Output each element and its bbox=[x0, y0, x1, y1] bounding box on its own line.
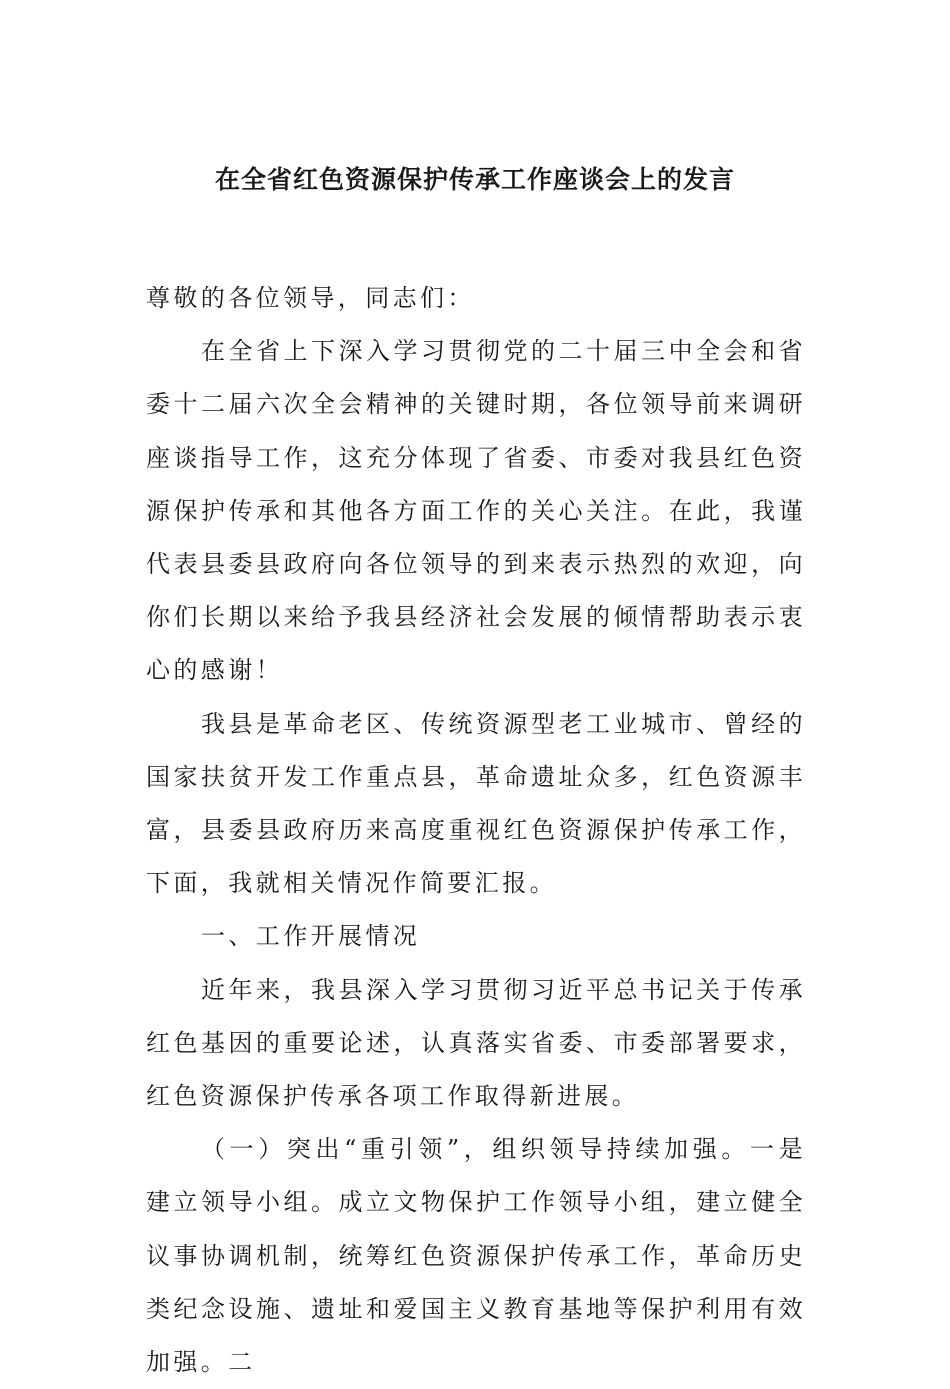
paragraph-county-overview: 我县是革命老区、传统资源型老工业城市、曾经的国家扶贫开发工作重点县，革命遗址众多，红色资源丰富，县委县政府历来高度重视红色资源保护传承工作，下面，我就相关情况作简要汇报。 bbox=[146, 709, 806, 898]
section-intro: 近年来，我县深入学习贯彻习近平总书记关于传承红色基因的重要论述，认真落实省委、市委部署要求，红色资源保护传承各项工作取得新进展。 bbox=[146, 975, 806, 1111]
document-body bbox=[146, 272, 806, 1389]
document-title: 在全省红色资源保护传承工作座谈会上的发言 bbox=[214, 165, 735, 194]
paragraph-opening: 在全省上下深入学习贯彻党的二十届三中全会和省委十二届六次全会精神的关键时期，各位领导前来调研座谈指导工作，这充分体现了省委、市委对我县红色资源保护传承和其他各方面工作的关心关注。在此，我谨代表县委县政府向各位领导的到来表示热烈的欢迎，向你们长期以来给予我县经济社会发展的倾情帮助表示衷心的感谢！ bbox=[146, 337, 806, 685]
subsection-paragraph: （一）突出“重引领”，组织领导持续加强。一是建立领导小组。成立文物保护工作领导小组，建立健全议事协调机制，统筹红色资源保护传承工作，革命历史类纪念设施、遗址和爱国主义教育基地等保护利用有效加强。二 bbox=[146, 1135, 806, 1377]
salutation: 尊敬的各位领导，同志们： bbox=[146, 284, 475, 312]
section-heading: 一、工作开展情况 bbox=[201, 922, 421, 951]
